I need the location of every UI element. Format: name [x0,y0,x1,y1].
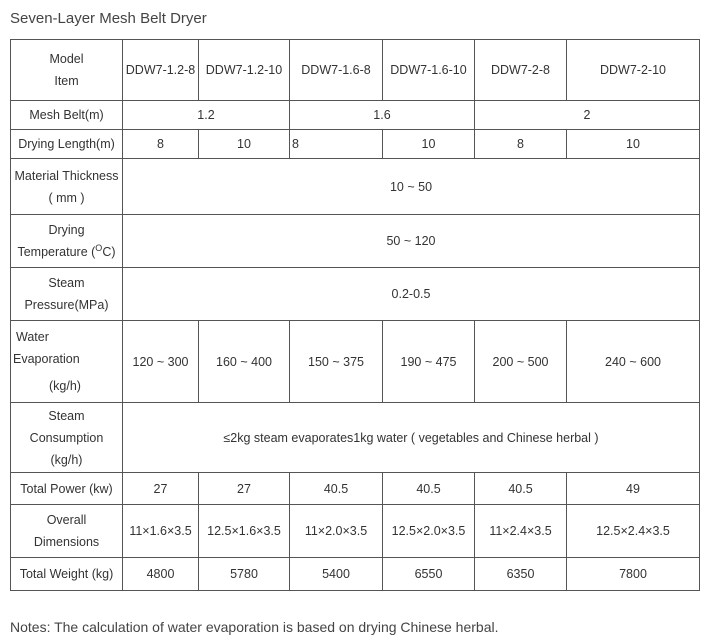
value-cell: 7800 [567,558,700,591]
header-label-cell [11,40,123,101]
row-label-cell [11,268,123,321]
table-row-steam-consumption [11,403,700,473]
model-cell: DDW7-2-8 [475,40,567,101]
value-cell: 0.2-0.5 [123,268,700,321]
row-label: Steam [48,408,85,423]
page-title: Seven-Layer Mesh Belt Dryer [10,10,207,27]
value-cell: 50 ~ 120 [123,215,700,268]
table-row-overall-dimensions [11,505,700,558]
value-cell: 10 [567,130,700,159]
model-cell: DDW7-2-10 [567,40,700,101]
value-cell: 1.2 [123,101,290,130]
row-label: Drying Length(m) [11,130,123,159]
value-cell: 8 [123,130,199,159]
label-part: Temperature ( [17,245,96,259]
row-label: Mesh Belt(m) [11,101,123,130]
value-cell: 5400 [290,558,383,591]
value-cell: 10 [383,130,475,159]
value-cell: ≤2kg steam evaporates1kg water ( vegetables and Chinese herbal ) [123,403,700,473]
value-cell: 40.5 [475,473,567,505]
table-row-steam-pressure [11,268,700,321]
row-label-cell [11,321,123,403]
value-cell: 11×2.0×3.5 [290,505,383,558]
row-label: (kg/h) [49,379,81,393]
degree-sup: O [95,242,103,253]
spec-table [10,39,700,591]
row-label: Steam [48,276,85,290]
value-cell: 27 [199,473,290,505]
value-cell: 12.5×2.0×3.5 [383,505,475,558]
row-label-cell [11,403,123,473]
header-label-item: Item [54,74,79,88]
value-cell: 10 [199,130,290,159]
row-label: (kg/h) [50,452,83,467]
row-label-cell [11,159,123,215]
value-cell: 10 ~ 50 [123,159,700,215]
value-cell: 12.5×1.6×3.5 [199,505,290,558]
table-row-material-thickness [11,159,700,215]
value-cell: 8 [475,130,567,159]
value-cell: 40.5 [383,473,475,505]
value-cell: 6350 [475,558,567,591]
value-cell: 200 ~ 500 [475,321,567,403]
table-row-water-evaporation [11,321,700,403]
row-label: ( mm ) [48,190,85,205]
label-part: C) [102,245,116,259]
row-label: Consumption [29,430,104,445]
model-cell: DDW7-1.6-10 [383,40,475,101]
notes-text: Notes: The calculation of water evaporation is based on drying Chinese herbal. [10,619,499,635]
row-label: Material Thickness [14,168,119,183]
row-label: Total Weight (kg) [11,558,123,591]
table-row-drying-temperature [11,215,700,268]
value-cell: 120 ~ 300 [123,321,199,403]
table-row-total-weight [11,558,700,591]
row-label: Drying [48,223,85,237]
value-cell: 150 ~ 375 [290,321,383,403]
model-cell: DDW7-1.2-8 [123,40,199,101]
row-label-cell [11,215,123,268]
value-cell: 11×2.4×3.5 [475,505,567,558]
value-cell: 160 ~ 400 [199,321,290,403]
row-label: Dimensions [33,535,100,549]
value-cell: 1.6 [290,101,475,130]
row-label-unit [12,241,121,263]
value-cell: 4800 [123,558,199,591]
row-label: Evaporation [13,352,80,366]
value-cell: 8 [290,130,383,159]
header-label-model: Model [49,52,84,66]
value-cell: 40.5 [290,473,383,505]
value-cell: 240 ~ 600 [567,321,700,403]
value-cell: 190 ~ 475 [383,321,475,403]
value-cell: 11×1.6×3.5 [123,505,199,558]
row-label-cell [11,505,123,558]
row-label: Water [16,330,49,344]
table-row-mesh-belt [11,101,700,130]
value-cell: 2 [475,101,700,130]
table-row-drying-length [11,130,700,159]
table-row-model [11,40,700,101]
value-cell: 49 [567,473,700,505]
table-row-total-power [11,473,700,505]
value-cell: 6550 [383,558,475,591]
value-cell: 27 [123,473,199,505]
row-label: Total Power (kw) [11,473,123,505]
value-cell: 12.5×2.4×3.5 [567,505,700,558]
value-cell: 5780 [199,558,290,591]
model-cell: DDW7-1.2-10 [199,40,290,101]
row-label: Pressure(MPa) [24,298,109,312]
row-label: Overall [46,513,87,527]
model-cell: DDW7-1.6-8 [290,40,383,101]
